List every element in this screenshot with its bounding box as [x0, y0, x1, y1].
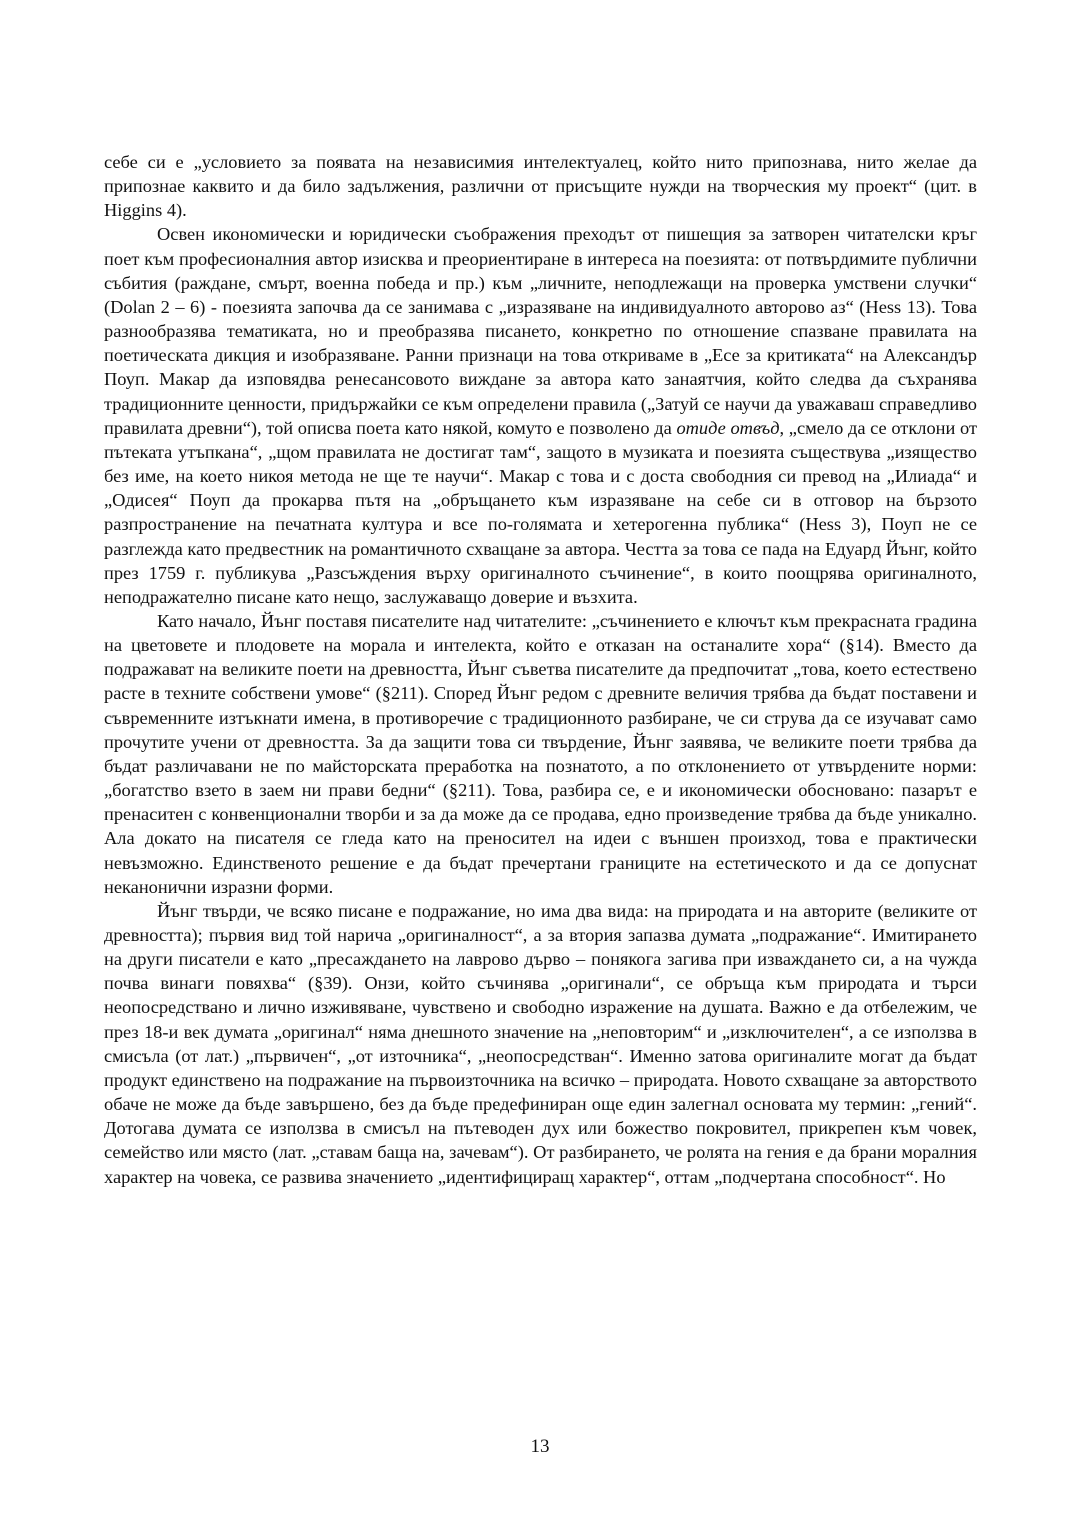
paragraph [104, 609, 977, 899]
paragraph [104, 899, 977, 1189]
text-run: Като начало, Йънг поставя писателите над читателите: „съчинението е ключът към прекрасната градина на цветовете и плодовете на морала и интелекта, който е отказан на останалите хора“ (§14). Вместо да подражават на великите поети на древността, Йънг съветва писателите да предпочитат „това, което естествено расте в техните собствени умове“ (§211). Според Йънг редом с древните величия трябва да бъдат поставени и съвременните изтъкнати имена, в противоречие с традиционното разбиране, че си струва да се изучават само прочутите учени от древността. За да защити това си твърдение, Йънг заявява, че великите поети трябва да бъдат различавани не по майсторската преработка на познатото, а по отклонението от утвърдените норми: „богатство взето в заем ни прави бедни“ (§211). Това, разбира се, е и икономически обосновано: пазарът е пренаситен с конвенционални творби и за да може да се продава, едно произведение трябва да бъде уникално. Ала докато на писателя се гледа като на преносител на идеи с външен произход, това е практически невъзможно. Единственото решение е да бъдат пречертани границите на естетическото и да се допуснат неканонични изразни форми. [104, 610, 977, 897]
text-run: Освен икономически и юридически съображения преходът от пишещия за затворен читателски кръг поет към професионалния автор изисква и преориентиране в интереса на поезията: от потвърдимите публични събития (раждане, смърт, военна победа и пр.) към „личните, неподлежащи на проверка умствени случки“ (Dolan 2 – 6) - поезията започва да се занимава с „изразяване на индивидуалното авторово аз“ (Hess 13). Това разнообразява тематиката, но и преобразява писането, конкретно по отношение спазване правилата на поетическата дикция и изобразяване. Ранни признаци на това откриваме в „Есе за критиката“ на Александър Поуп. Макар да изповядва ренесансовото виждане за автора като занаятчия, който следва да съхранява традиционните ценности, придържайки се към определени правила („Затуй се научи да уважаваш справедливо правилата древни“), той описва поета като някой, комуто е позволено да [104, 224, 977, 438]
paragraph [104, 222, 977, 609]
text-run: себе си е „условието за появата на независимия интелектуалец, който нито припознава, нито желае да припознае каквито и да било задължения, различни от присъщите нужди на творческия му проект“ (цит. в Higgins 4). [104, 152, 977, 221]
italic-text-run: отиде отвъд [676, 417, 780, 438]
body-text [104, 150, 977, 1189]
text-run: Йънг твърди, че всяко писане е подражание, но има два вида: на природата и на авторите (великите от древността); първия вид той нарича „оригиналност“, а за втория запазва думата „подражание“. Имитирането на други писатели е като „пресаждането на лаврово дърво – понякога загива при изваждането си, а на чужда почва винаги повяхва“ (§39). Онзи, който съчинява „оригинали“, се обръща към природата и търси неопосредствано и лично изживяване, чувствено и свободно изражение на душата. Важно е да отбележим, че през 18-и век думата „оригинал“ няма днешното значение на „неповторим“ и „изключителен“, а се използва в смисъла (от лат.) „първичен“, „от източника“, „неопосредстван“. Именно затова оригиналите могат да бъдат продукт единствено на подражание на първоизточника на всичко – природата. Новото схващане за авторството обаче не може да бъде завършено, без да бъде предефиниран още един залегнал основата му термин: „гений“. Дотогава думата се използва в смисъл на пътеводен дух или божество покровител, прикрепен към човек, семейство или място (лат. „ставам баща на, зачевам“). От разбирането, че ролята на гения е да брани моралния характер на човека, се развива значението „идентифициращ характер“, оттам „подчертана способност“. Но [104, 900, 977, 1187]
paragraph [104, 150, 977, 222]
text-run: , „смело да се отклони от пътеката утъпкана“, „щом правилата не достигат там“, защото в музиката и поезията съществува „изящество без име, на което никоя метода не ще те научи“. Макар с това и с доста свободния си превод на „Илиада“ и „Одисея“ Поуп да прокарва пътя на „обръщането към изразяване на себе си в отговор на бързото разпространение на печатната култура и все по-голямата и хетерогенна публика“ (Hess 3), Поуп не се разглежда като предвестник на романтичното схващане за автора. Честта за това се пада на Едуард Йънг, който през 1759 г. публикува „Разсъждения върху оригиналното съчинение“, в които поощрява оригиналното, неподражателно писане като нещо, заслужаващо доверие и възхита. [104, 417, 977, 607]
page-number: 13 [530, 1436, 550, 1457]
